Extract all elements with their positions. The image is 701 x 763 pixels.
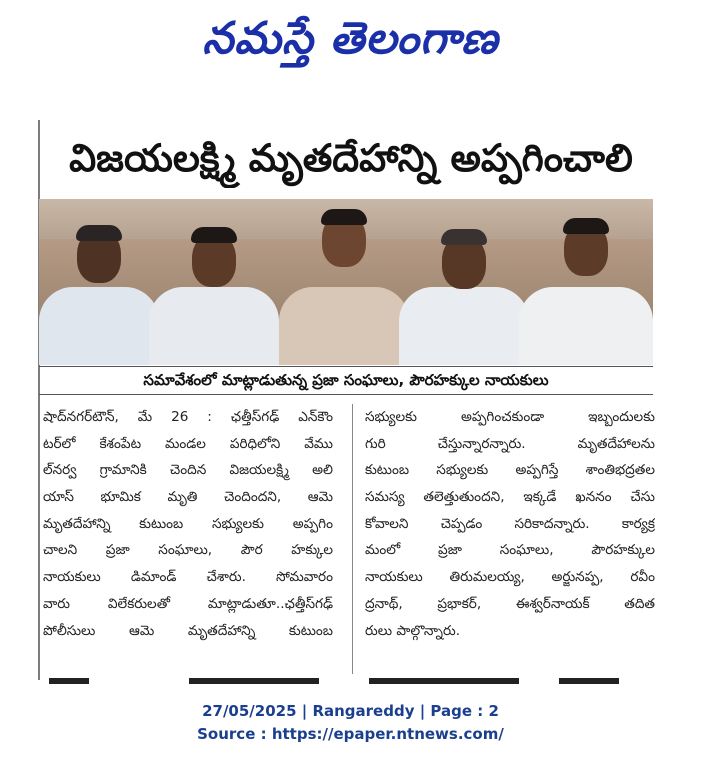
text-line: వారు విలేకరులతో మాట్లాడుతూ..ఛత్తీస్‌గఢ్ [43, 595, 333, 612]
cropped-next-article-edge [39, 678, 653, 684]
caption-rule-bottom [39, 394, 653, 395]
masthead-logo [0, 8, 701, 70]
text-line: ద్రనాథ్, ప్రభాకర్, ఈశ్వర్‌నాయక్ తదిత [365, 595, 655, 612]
text-line: రులు పాల్గొన్నారు. [365, 622, 461, 639]
text-line: షాద్‌నగర్‌టౌన్, మే 26 : ఛత్తీస్‌గఢ్ ఎన్‌కౌం [43, 409, 333, 425]
text-line: నాయకులు తిరుమలయ్య, అర్జునప్ప, రవీం [365, 569, 655, 586]
footer-date-edition: 27/05/2025 | Rangareddy | Page : 2 [202, 702, 499, 720]
text-line: మంలో ప్రజా సంఘాలు, పౌరహక్కుల [365, 542, 655, 559]
article-headline: విజయలక్ష్మి మృతదేహాన్ని అప్పగించాలి [69, 136, 633, 180]
text-line: యాస్ భూమిక మృతి చెందిందని, ఆమె [43, 489, 333, 506]
text-line: మృతదేహాన్ని కుటుంబ సభ్యులకు అప్పగిం [43, 515, 333, 532]
article-column-left [43, 404, 333, 644]
text-line: చాలని ప్రజా సంఘాలు, పౌర హక్కుల [43, 542, 333, 559]
page-footer [0, 700, 701, 746]
text-line: టర్‌లో కేశంపేట మండల పరిధిలోని వేము [43, 435, 333, 452]
photo-person-2 [149, 215, 279, 365]
photo-person-4 [399, 215, 529, 365]
caption-rule-top [39, 366, 653, 367]
article-column-right [365, 404, 655, 644]
text-line: పోలీసులు ఆమె మృతదేహాన్ని కుటుంబ [43, 622, 333, 639]
text-line: నాయకులు డిమాండ్ చేశారు. సోమవారం [43, 569, 333, 586]
text-line: కుటుంబ సభ్యులకు అప్పగిస్తే శాంతిభద్రతల [365, 462, 655, 479]
text-line: ల్‌నర్వ గ్రామానికి చెందిన విజయలక్ష్మి అలి [43, 462, 333, 479]
photo-person-1 [39, 215, 159, 365]
text-line: సభ్యులకు అప్పగించకుండా ఇబ్బందులకు [365, 409, 655, 425]
photo-person-3 [279, 205, 409, 365]
article-photo [39, 199, 653, 365]
text-line: కోవాలని చెప్పడం సరికాదన్నారు. కార్యక్ర [365, 515, 655, 532]
text-line: గురి చేస్తున్నారన్నారు. మృతదేహాలను [365, 435, 655, 452]
photo-caption: సమావేశంలో మాట్లాడుతున్న ప్రజా సంఘాలు, పౌరహక్కుల నాయకులు [143, 371, 549, 389]
news-clipping [39, 122, 663, 682]
masthead-title: నమస్తే తెలంగాణ [202, 13, 499, 64]
photo-person-5 [519, 210, 653, 365]
footer-source: Source : https://epaper.ntnews.com/ [197, 725, 504, 743]
column-divider [352, 404, 353, 674]
text-line: సమస్య తలెత్తుతుందని, ఇక్కడే ఖననం చేసు [365, 489, 655, 506]
